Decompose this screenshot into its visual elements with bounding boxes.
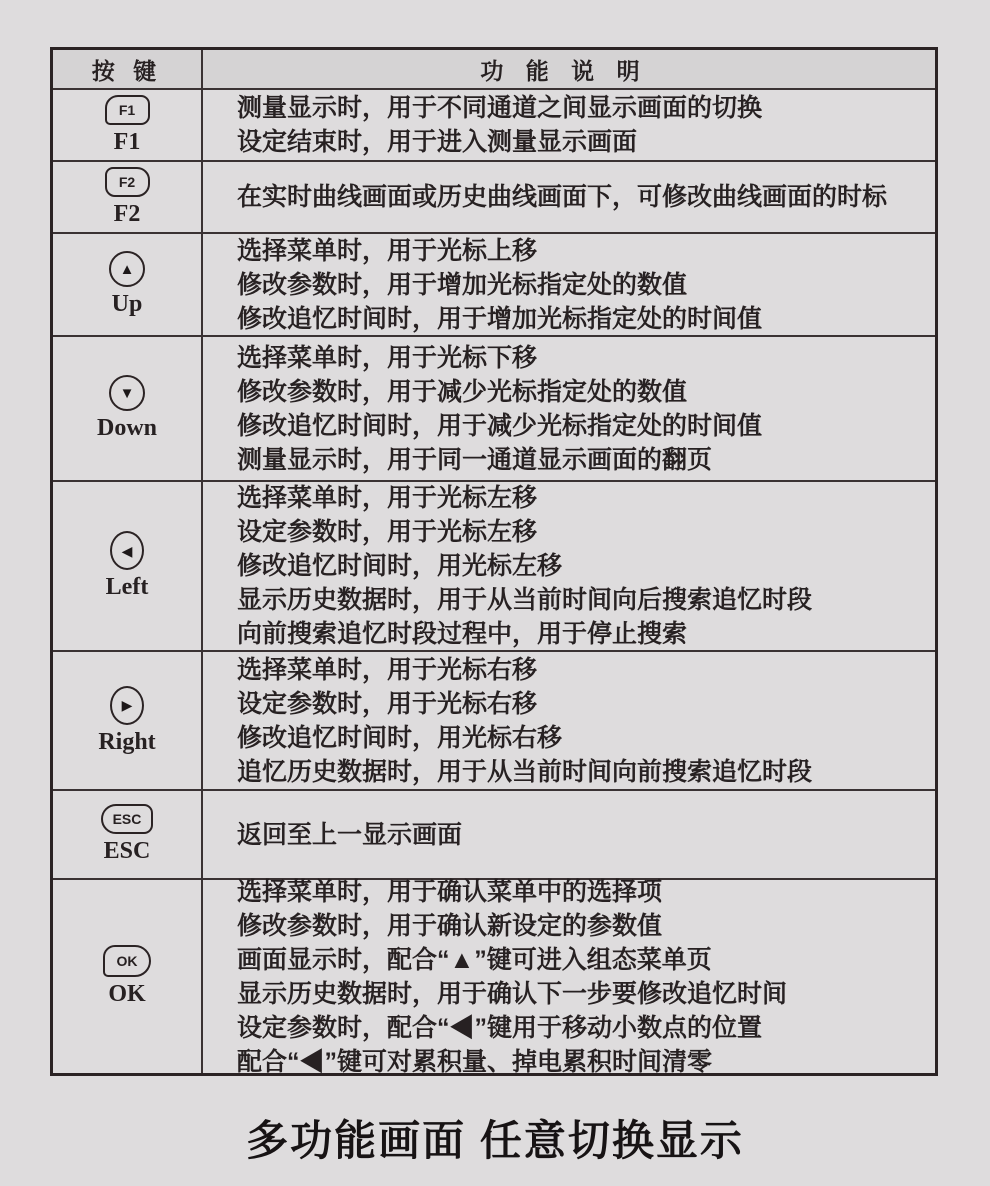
table-row-left <box>53 480 935 650</box>
table-row-down <box>53 335 935 480</box>
function-description-line: 设定参数时，用于光标右移 <box>237 689 538 718</box>
function-description-line: 设定结束时，用于进入测量显示画面 <box>237 128 638 156</box>
ok-key-icon: OK <box>103 945 151 977</box>
key-label: Up <box>111 291 143 317</box>
description-cell <box>203 90 935 160</box>
table-row-f1 <box>53 88 935 160</box>
description-cell <box>203 652 935 789</box>
f1-key-icon: F1 <box>105 95 150 125</box>
key-cell <box>53 90 203 160</box>
function-description-line: 返回至上一显示画面 <box>237 820 463 849</box>
key-label: F2 <box>113 200 141 227</box>
function-description-line: 向前搜索追忆时段过程中，用于停止搜索 <box>237 620 688 648</box>
function-description-line: 选择菜单时，用于光标右移 <box>237 655 538 684</box>
key-label: Down <box>96 415 157 441</box>
function-description-line: 测量显示时，用于不同通道之间显示画面的切换 <box>237 94 763 122</box>
function-description-line: 选择菜单时，用于光标下移 <box>237 343 538 372</box>
key-cell <box>53 162 203 232</box>
function-description-line: 选择菜单时，用于确认菜单中的选择项 <box>237 877 663 906</box>
esc-key-icon: ESC <box>101 804 153 834</box>
function-description-line: 修改追忆时间时，用光标左移 <box>237 552 563 580</box>
key-function-table <box>50 47 938 1076</box>
description-cell <box>203 337 935 480</box>
function-description-line: 修改追忆时间时，用于减少光标指定处的时间值 <box>237 411 763 440</box>
function-description-line: 显示历史数据时，用于确认下一步要修改追忆时间 <box>237 979 788 1008</box>
function-description-line: 画面显示时，配合“▲”键可进入组态菜单页 <box>237 945 712 974</box>
key-label: OK <box>108 981 146 1007</box>
key-cell <box>53 337 203 480</box>
header-desc-column: 功 能 说 明 <box>480 57 648 84</box>
function-description-line: 修改参数时，用于减少光标指定处的数值 <box>237 377 688 406</box>
key-label: Right <box>98 728 156 755</box>
key-cell <box>53 234 203 335</box>
key-cell <box>53 652 203 789</box>
function-description-line: 修改追忆时间时，用光标右移 <box>237 723 563 752</box>
key-cell <box>53 791 203 878</box>
description-cell <box>203 234 935 335</box>
table-row-f2 <box>53 160 935 232</box>
right-arrow-key-icon: ▶ <box>110 686 144 725</box>
function-description-line: 修改参数时，用于增加光标指定处的数值 <box>237 270 688 299</box>
function-description-line: 在实时曲线画面或历史曲线画面下，可修改曲线画面的时标 <box>237 183 888 211</box>
down-arrow-key-icon: ▼ <box>109 375 145 411</box>
page-title: 多功能画面 任意切换显示 <box>246 1117 744 1164</box>
description-cell <box>203 482 935 650</box>
function-description-line: 选择菜单时，用于光标左移 <box>237 484 538 512</box>
up-arrow-key-icon: ▲ <box>109 251 145 287</box>
key-cell <box>53 482 203 650</box>
header-key-column: 按 键 <box>53 50 203 88</box>
description-cell <box>203 877 935 1076</box>
key-cell <box>53 880 203 1073</box>
function-description-line: 设定参数时，配合“◀”键用于移动小数点的位置 <box>237 1013 763 1042</box>
key-label: ESC <box>103 838 151 864</box>
table-row-up <box>53 232 935 335</box>
function-description-line: 测量显示时，用于同一通道显示画面的翻页 <box>237 445 713 474</box>
function-description-line: 设定参数时，用于光标左移 <box>237 518 538 546</box>
description-cell <box>203 162 935 232</box>
table-row-esc <box>53 789 935 878</box>
function-description-line: 配合“◀”键可对累积量、掉电累积时间清零 <box>237 1047 713 1076</box>
table-row-right <box>53 650 935 789</box>
table-row-ok <box>53 877 935 1076</box>
key-label: F1 <box>113 128 141 155</box>
left-arrow-key-icon: ◀ <box>110 531 144 570</box>
function-description-line: 选择菜单时，用于光标上移 <box>237 236 538 265</box>
key-label: Left <box>105 574 149 600</box>
description-cell <box>203 791 935 878</box>
function-description-line: 修改追忆时间时，用于增加光标指定处的时间值 <box>237 304 763 333</box>
table-header-row <box>53 50 935 88</box>
function-description-line: 修改参数时，用于确认新设定的参数值 <box>237 911 663 940</box>
function-description-line: 显示历史数据时，用于从当前时间向后搜索追忆时段 <box>237 586 813 614</box>
function-description-line: 追忆历史数据时，用于从当前时间向前搜索追忆时段 <box>237 757 813 786</box>
f2-key-icon: F2 <box>105 167 150 197</box>
